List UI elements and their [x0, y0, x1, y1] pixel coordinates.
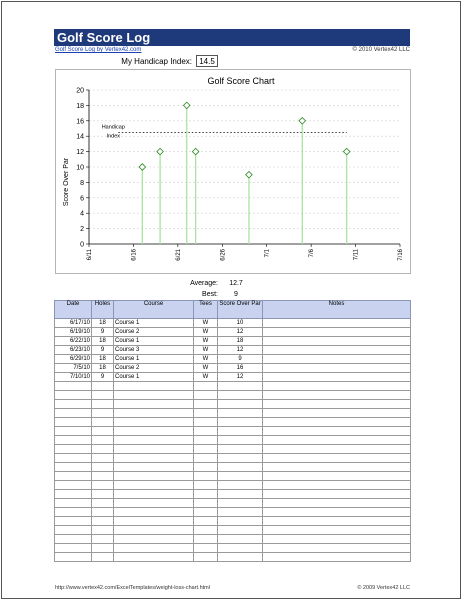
header-score: Score Over Par [218, 301, 263, 319]
cell-notes[interactable] [263, 508, 411, 517]
cell-tees[interactable] [194, 436, 218, 445]
table-row [55, 436, 411, 445]
table-row [55, 346, 411, 355]
cell-date[interactable] [55, 436, 92, 445]
cell-tees[interactable]: W [194, 373, 218, 382]
cell-tees[interactable] [194, 472, 218, 481]
cell-date[interactable] [55, 445, 92, 454]
cell-course[interactable] [114, 391, 194, 400]
cell-notes[interactable] [263, 409, 411, 418]
score-point [157, 148, 164, 155]
table-row [55, 517, 411, 526]
table-row [55, 481, 411, 490]
cell-tees[interactable] [194, 463, 218, 472]
cell-notes[interactable] [263, 337, 411, 346]
table-row [55, 535, 411, 544]
footer-copyright: © 2009 Vertex42 LLC [357, 585, 410, 591]
cell-course[interactable] [114, 499, 194, 508]
cell-date[interactable] [55, 463, 92, 472]
header-course: Course [114, 301, 194, 319]
cell-course[interactable] [114, 382, 194, 391]
cell-date[interactable] [55, 409, 92, 418]
x-tick-label: 7/16 [398, 249, 404, 261]
header-tees: Tees [194, 301, 218, 319]
table-row [55, 391, 411, 400]
cell-notes[interactable] [263, 319, 411, 328]
table-header-row [55, 301, 411, 319]
y-tick-label: 2 [80, 226, 84, 234]
cell-score[interactable] [218, 499, 263, 508]
cell-notes[interactable] [263, 382, 411, 391]
cell-notes[interactable] [263, 499, 411, 508]
cell-score[interactable]: 18 [218, 337, 263, 346]
cell-holes[interactable] [92, 382, 114, 391]
cell-tees[interactable] [194, 418, 218, 427]
y-tick-label: 14 [76, 133, 84, 141]
cell-score[interactable] [218, 382, 263, 391]
cell-holes[interactable] [92, 517, 114, 526]
cell-holes[interactable]: 18 [92, 364, 114, 373]
cell-score[interactable] [218, 427, 263, 436]
cell-tees[interactable]: W [194, 319, 218, 328]
cell-score[interactable] [218, 454, 263, 463]
cell-date[interactable] [55, 382, 92, 391]
cell-holes[interactable]: 9 [92, 346, 114, 355]
header-notes: Notes [263, 301, 411, 319]
cell-tees[interactable] [194, 454, 218, 463]
cell-notes[interactable] [263, 364, 411, 373]
cell-date[interactable]: 7/5/10 [55, 364, 92, 373]
cell-course[interactable] [114, 427, 194, 436]
table-row [55, 463, 411, 472]
cell-tees[interactable] [194, 526, 218, 535]
header-copyright: © 2010 Vertex42 LLC [352, 47, 410, 53]
y-tick-label: 20 [76, 87, 84, 95]
cell-holes[interactable] [92, 409, 114, 418]
table-row [55, 526, 411, 535]
vertex42-link[interactable]: Golf Score Log by Vertex42.com [55, 47, 142, 53]
cell-tees[interactable] [194, 427, 218, 436]
cell-score[interactable] [218, 472, 263, 481]
cell-date[interactable] [55, 490, 92, 499]
golf-score-chart [55, 69, 411, 274]
cell-score[interactable]: 12 [218, 328, 263, 337]
cell-holes[interactable] [92, 544, 114, 553]
cell-notes[interactable] [263, 544, 411, 553]
y-tick-label: 18 [76, 102, 84, 110]
cell-holes[interactable]: 18 [92, 319, 114, 328]
table-row [55, 400, 411, 409]
cell-holes[interactable] [92, 400, 114, 409]
cell-holes[interactable] [92, 499, 114, 508]
cell-holes[interactable] [92, 436, 114, 445]
x-tick-label: 7/11 [353, 249, 360, 261]
cell-date[interactable] [55, 481, 92, 490]
average-value: 12.7 [229, 280, 243, 287]
cell-notes[interactable] [263, 472, 411, 481]
cell-course[interactable] [114, 463, 194, 472]
cell-score[interactable] [218, 445, 263, 454]
cell-score[interactable] [218, 463, 263, 472]
handicap-input[interactable]: 14.5 [196, 55, 218, 67]
cell-score[interactable] [218, 517, 263, 526]
cell-tees[interactable]: W [194, 346, 218, 355]
cell-score[interactable] [218, 535, 263, 544]
handicap-reference-label: Handicap [101, 124, 125, 131]
cell-course[interactable]: Course 3 [114, 346, 194, 355]
cell-date[interactable]: 7/10/10 [55, 373, 92, 382]
cell-score[interactable] [218, 490, 263, 499]
cell-date[interactable]: 6/22/10 [55, 337, 92, 346]
score-point [246, 171, 253, 178]
cell-holes[interactable] [92, 508, 114, 517]
cell-score[interactable] [218, 526, 263, 535]
cell-holes[interactable] [92, 526, 114, 535]
table-row [55, 328, 411, 337]
cell-date[interactable] [55, 517, 92, 526]
cell-notes[interactable] [263, 535, 411, 544]
cell-date[interactable] [55, 508, 92, 517]
best-label: Best: [202, 291, 218, 298]
cell-tees[interactable] [194, 445, 218, 454]
score-point [183, 102, 190, 109]
cell-course[interactable] [114, 490, 194, 499]
cell-tees[interactable] [194, 544, 218, 553]
x-tick-label: 6/21 [175, 249, 182, 261]
table-row [55, 553, 411, 562]
y-tick-label: 16 [76, 118, 84, 126]
cell-date[interactable]: 6/23/10 [55, 346, 92, 355]
table-row [55, 319, 411, 328]
x-tick-label: 6/16 [131, 249, 138, 261]
cell-tees[interactable] [194, 391, 218, 400]
cell-tees[interactable] [194, 409, 218, 418]
cell-course[interactable] [114, 409, 194, 418]
cell-course[interactable] [114, 553, 194, 562]
table-row [55, 409, 411, 418]
cell-tees[interactable] [194, 382, 218, 391]
cell-tees[interactable]: W [194, 355, 218, 364]
cell-score[interactable] [218, 436, 263, 445]
cell-score[interactable] [218, 409, 263, 418]
y-axis-label: Score Over Par [63, 157, 70, 207]
cell-holes[interactable] [92, 454, 114, 463]
score-log-table [54, 300, 411, 562]
y-tick-label: 8 [80, 179, 84, 187]
cell-tees[interactable] [194, 517, 218, 526]
cell-score[interactable] [218, 508, 263, 517]
best-value: 9 [234, 291, 238, 298]
cell-tees[interactable] [194, 490, 218, 499]
cell-date[interactable] [55, 427, 92, 436]
chart-svg [56, 70, 410, 273]
cell-notes[interactable] [263, 463, 411, 472]
footer-url[interactable]: http://www.vertex42.com/ExcelTemplates/weight-loss-chart.html [55, 585, 210, 591]
cell-score[interactable] [218, 553, 263, 562]
y-tick-label: 10 [76, 164, 84, 172]
cell-holes[interactable] [92, 463, 114, 472]
cell-notes[interactable] [263, 373, 411, 382]
cell-course[interactable] [114, 481, 194, 490]
cell-notes[interactable] [263, 418, 411, 427]
cell-course[interactable]: Course 1 [114, 337, 194, 346]
cell-holes[interactable] [92, 445, 114, 454]
cell-tees[interactable]: W [194, 337, 218, 346]
cell-course[interactable] [114, 526, 194, 535]
average-label: Average: [190, 280, 218, 287]
cell-course[interactable] [114, 436, 194, 445]
cell-date[interactable]: 6/19/10 [55, 328, 92, 337]
cell-notes[interactable] [263, 355, 411, 364]
cell-date[interactable] [55, 553, 92, 562]
table-row [55, 544, 411, 553]
cell-holes[interactable] [92, 481, 114, 490]
x-tick-label: 7/6 [309, 249, 316, 258]
cell-score[interactable] [218, 400, 263, 409]
cell-tees[interactable] [194, 508, 218, 517]
cell-holes[interactable] [92, 490, 114, 499]
cell-date[interactable] [55, 544, 92, 553]
cell-tees[interactable] [194, 481, 218, 490]
table-row [55, 373, 411, 382]
table-row [55, 418, 411, 427]
header-date: Date [55, 301, 92, 319]
cell-holes[interactable] [92, 391, 114, 400]
x-tick-label: 7/1 [264, 249, 271, 258]
cell-notes[interactable] [263, 481, 411, 490]
cell-date[interactable] [55, 400, 92, 409]
y-tick-label: 4 [80, 210, 84, 218]
cell-notes[interactable] [263, 436, 411, 445]
cell-holes[interactable] [92, 427, 114, 436]
cell-holes[interactable]: 9 [92, 328, 114, 337]
cell-holes[interactable]: 18 [92, 337, 114, 346]
cell-tees[interactable] [194, 400, 218, 409]
cell-notes[interactable] [263, 445, 411, 454]
cell-holes[interactable] [92, 472, 114, 481]
cell-course[interactable] [114, 400, 194, 409]
handicap-reference-label: Index [106, 133, 121, 140]
table-row [55, 499, 411, 508]
cell-tees[interactable] [194, 553, 218, 562]
cell-course[interactable] [114, 517, 194, 526]
table-row [55, 445, 411, 454]
cell-tees[interactable] [194, 535, 218, 544]
cell-tees[interactable] [194, 499, 218, 508]
cell-course[interactable] [114, 544, 194, 553]
cell-course[interactable] [114, 418, 194, 427]
cell-score[interactable]: 12 [218, 373, 263, 382]
cell-course[interactable] [114, 445, 194, 454]
cell-score[interactable] [218, 481, 263, 490]
cell-score[interactable] [218, 544, 263, 553]
cell-notes[interactable] [263, 517, 411, 526]
cell-holes[interactable] [92, 535, 114, 544]
table-row [55, 355, 411, 364]
cell-holes[interactable] [92, 418, 114, 427]
score-point [139, 164, 146, 171]
cell-tees[interactable]: W [194, 364, 218, 373]
page-title: Golf Score Log [54, 29, 410, 46]
cell-date[interactable] [55, 499, 92, 508]
cell-score[interactable]: 9 [218, 355, 263, 364]
table-row [55, 364, 411, 373]
cell-notes[interactable] [263, 454, 411, 463]
y-tick-label: 12 [76, 149, 84, 157]
score-point [343, 148, 350, 155]
cell-score[interactable] [218, 418, 263, 427]
cell-score[interactable]: 12 [218, 346, 263, 355]
cell-holes[interactable]: 18 [92, 355, 114, 364]
cell-notes[interactable] [263, 346, 411, 355]
cell-course[interactable] [114, 535, 194, 544]
score-point [192, 148, 199, 155]
cell-date[interactable] [55, 391, 92, 400]
table-row [55, 472, 411, 481]
handicap-label: My Handicap Index: [121, 57, 192, 66]
chart-title: Golf Score Chart [207, 76, 275, 86]
cell-notes[interactable] [263, 526, 411, 535]
cell-date[interactable]: 6/17/10 [55, 319, 92, 328]
header-holes: Holes [92, 301, 114, 319]
table-row [55, 337, 411, 346]
cell-notes[interactable] [263, 391, 411, 400]
table-row [55, 490, 411, 499]
table-row [55, 382, 411, 391]
y-tick-label: 6 [80, 195, 84, 203]
cell-course[interactable]: Course 1 [114, 373, 194, 382]
cell-notes[interactable] [263, 400, 411, 409]
cell-notes[interactable] [263, 553, 411, 562]
cell-score[interactable]: 10 [218, 319, 263, 328]
cell-notes[interactable] [263, 328, 411, 337]
cell-date[interactable] [55, 472, 92, 481]
cell-notes[interactable] [263, 427, 411, 436]
x-tick-label: 6/26 [220, 249, 227, 261]
table-row [55, 508, 411, 517]
cell-date[interactable] [55, 535, 92, 544]
cell-course[interactable]: Course 1 [114, 355, 194, 364]
cell-score[interactable] [218, 391, 263, 400]
cell-date[interactable] [55, 418, 92, 427]
cell-course[interactable]: Course 2 [114, 328, 194, 337]
cell-date[interactable] [55, 454, 92, 463]
cell-date[interactable]: 6/29/10 [55, 355, 92, 364]
cell-course[interactable] [114, 508, 194, 517]
cell-course[interactable]: Course 1 [114, 319, 194, 328]
x-tick-label: 6/11 [87, 249, 93, 261]
cell-score[interactable]: 16 [218, 364, 263, 373]
cell-course[interactable] [114, 454, 194, 463]
cell-date[interactable] [55, 526, 92, 535]
cell-holes[interactable] [92, 553, 114, 562]
score-point [299, 118, 306, 125]
table-row [55, 427, 411, 436]
y-tick-label: 0 [80, 241, 84, 249]
cell-holes[interactable]: 9 [92, 373, 114, 382]
cell-course[interactable]: Course 2 [114, 364, 194, 373]
cell-notes[interactable] [263, 490, 411, 499]
cell-tees[interactable]: W [194, 328, 218, 337]
table-row [55, 454, 411, 463]
cell-course[interactable] [114, 472, 194, 481]
